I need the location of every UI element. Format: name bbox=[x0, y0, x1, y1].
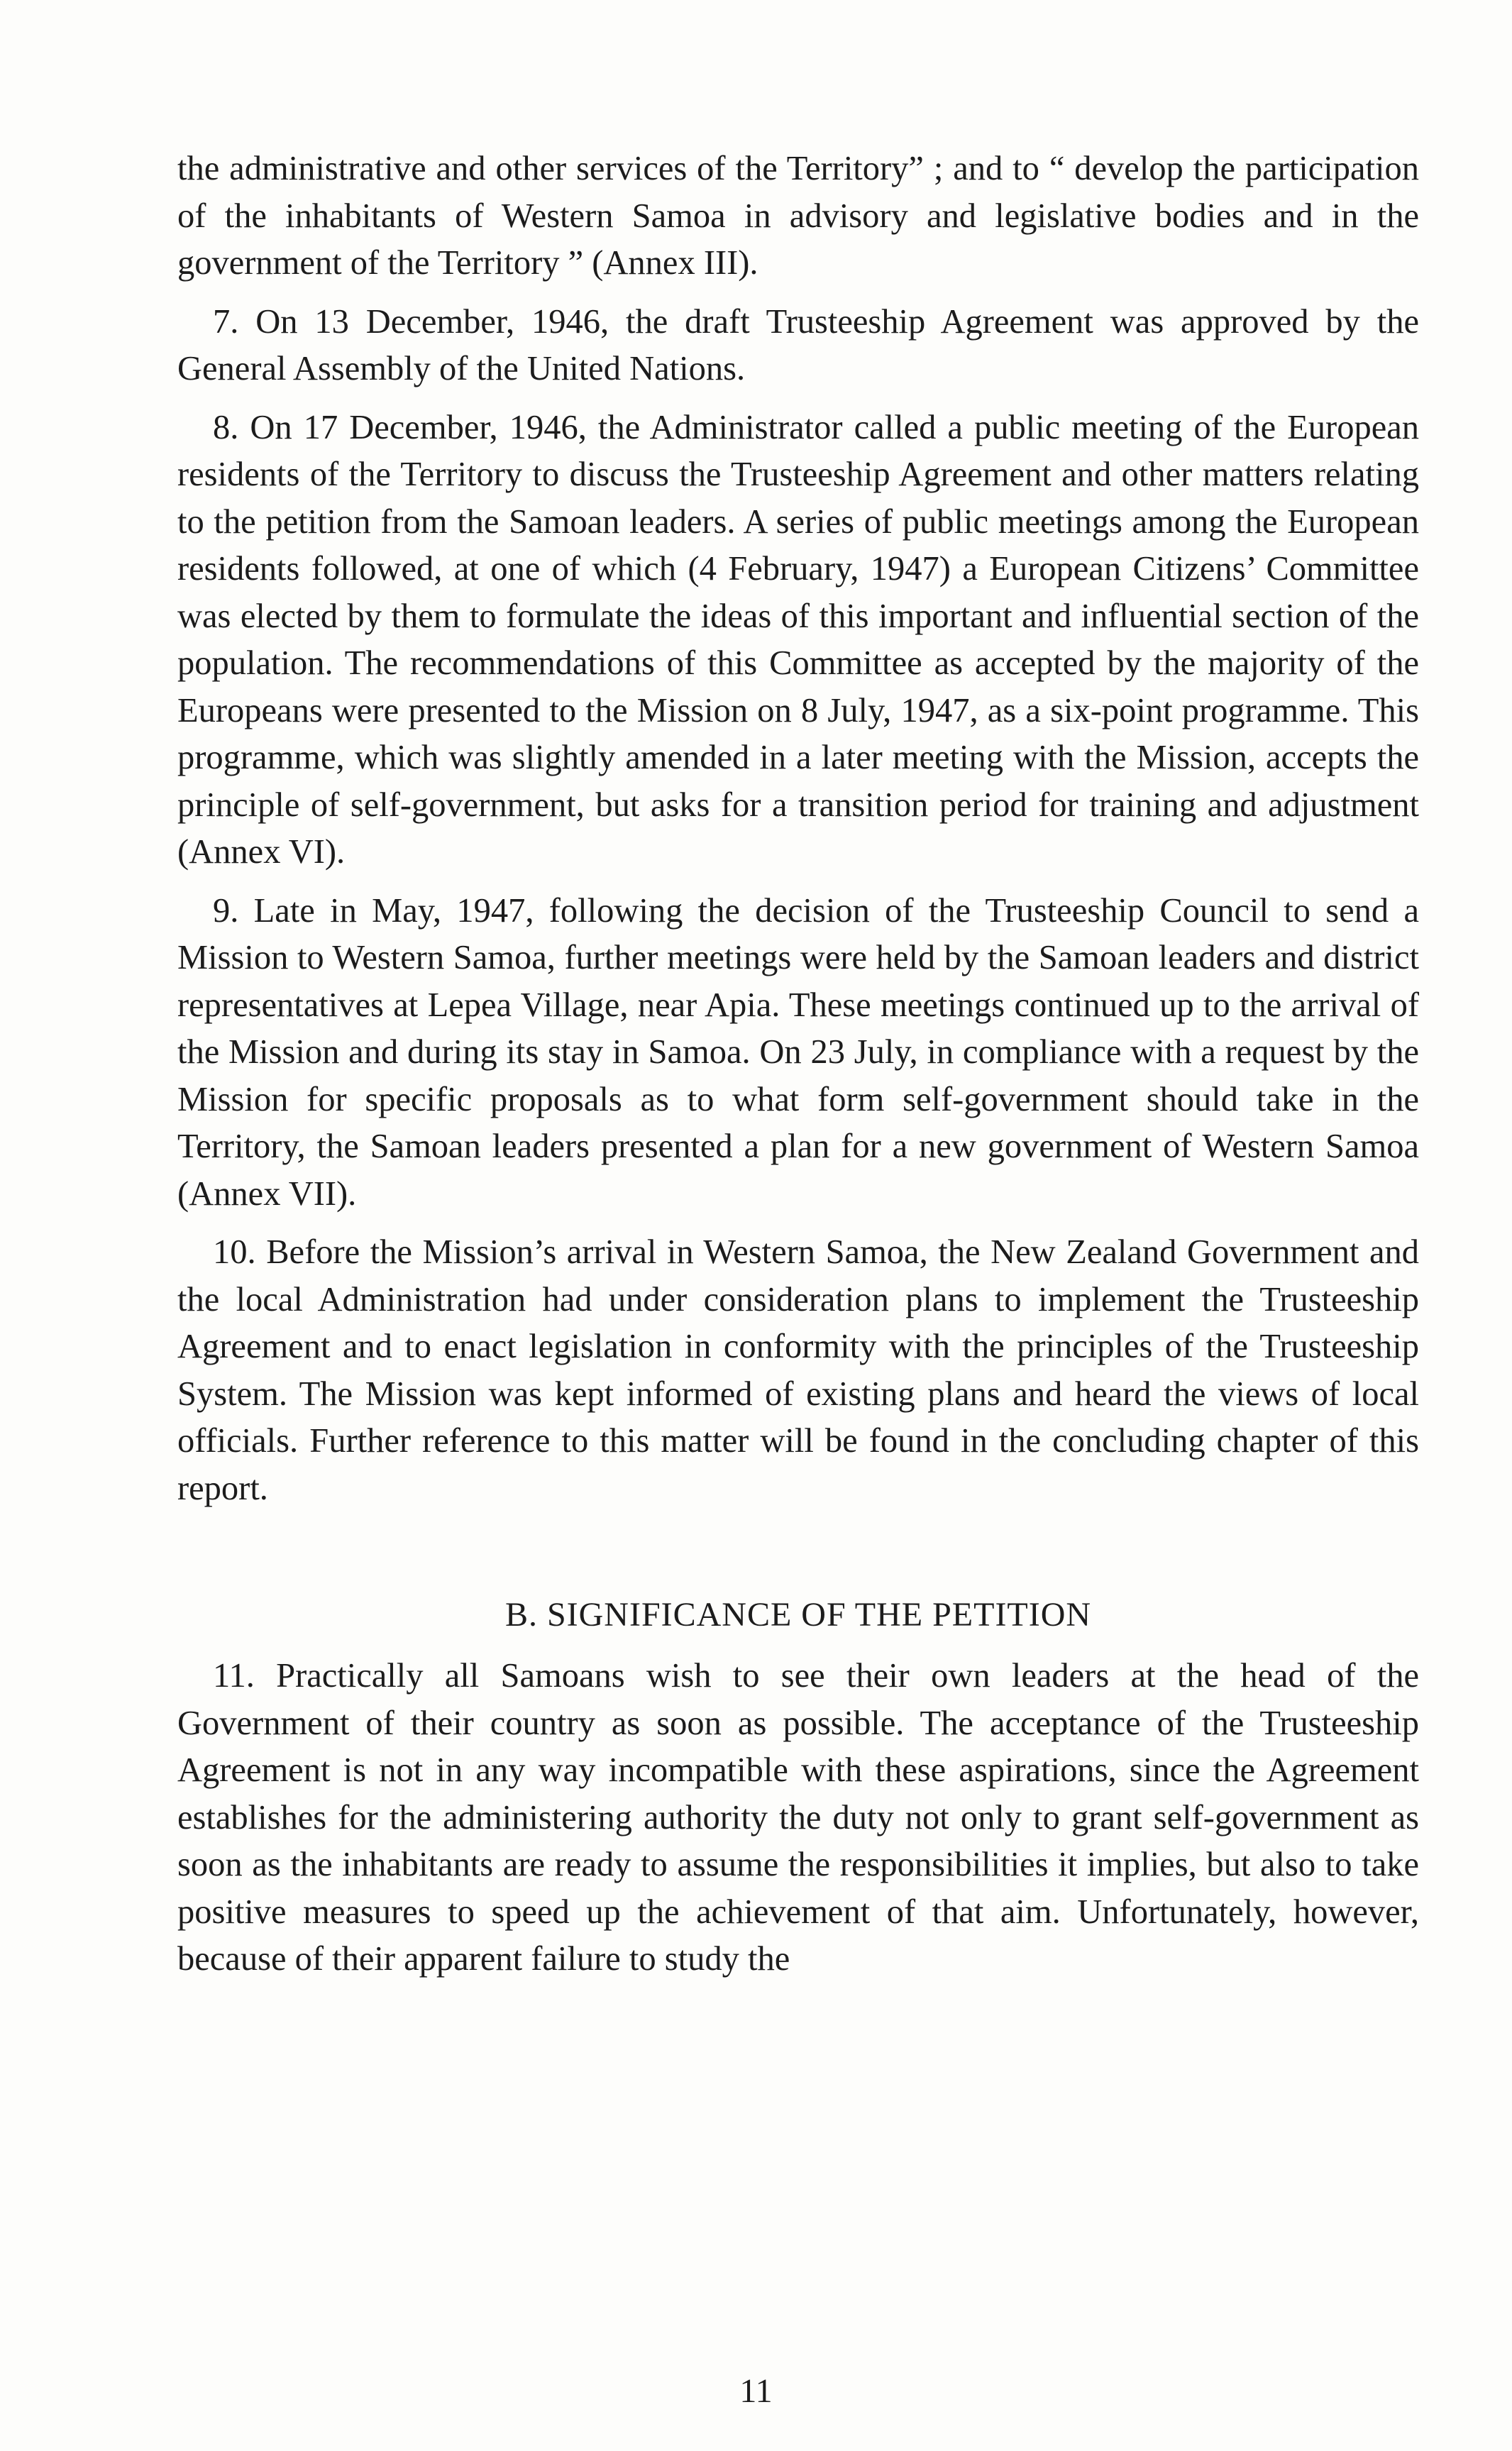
paragraph: the administrative and other services of the Territory” ; and to “ develop the participation of the inhabitants of Western Samoa in advisory and legislative bodies and in the government of the Territory ” (Annex III). bbox=[177, 150, 1419, 282]
paragraph: 10. Before the Mission’s arrival in Western Samoa, the New Zealand Government and the local Administration had under consideration plans to implement the Trusteeship Agreement and to enact legislation in conformity with the principles of the Trusteeship System. The Mission was kept informed of existing plans and heard the views of local officials. Further reference to this matter will be found in the concluding chapter of this report. bbox=[177, 1233, 1419, 1507]
paragraphs-before-heading bbox=[177, 145, 1419, 1512]
paragraph: 11. Practically all Samoans wish to see their own leaders at the head of the Government of their country as soon as possible. The acceptance of the Trusteeship Agreement is not in any way incompatible with these aspirations, since the Agreement establishes for the administering authority the duty not only to grant self-government as soon as the inhabitants are ready to assume the responsibilities it implies, but also to take positive measures to speed up the achievement of that aim. Unfortunately, however, because of their apparent failure to study the bbox=[177, 1657, 1419, 1978]
paragraph: 8. On 17 December, 1946, the Administrator called a public meeting of the European residents of the Territory to discuss the Trusteeship Agreement and other matters relating to the petition from the Samoan leaders. A series of public meetings among the European residents followed, at one of which (4 February, 1947) a European Citizens’ Committee was elected by them to formulate the ideas of this important and influential section of the population. The recommendations of this Committee as accepted by the majority of the Europeans were presented to the Mission on 8 July, 1947, as a six-point programme. This programme, which was slightly amended in a later meeting with the Mission, accepts the principle of self-government, but asks for a transition period for training and adjustment (Annex VI). bbox=[177, 408, 1419, 871]
paragraph: 7. On 13 December, 1946, the draft Trusteeship Agreement was approved by the General Assembly of the United Nations. bbox=[177, 302, 1419, 387]
paragraphs-after-heading bbox=[177, 1653, 1419, 1983]
section-heading: B. SIGNIFICANCE OF THE PETITION bbox=[504, 1596, 1092, 1634]
page-number: 11 bbox=[739, 2372, 773, 2410]
body-text bbox=[177, 145, 1419, 1995]
paragraph: 9. Late in May, 1947, following the decision of the Trusteeship Council to send a Mission to Western Samoa, further meetings were held by the Samoan leaders and district representatives at Lepea Village, near Apia. These meetings continued up to the arrival of the Mission and during its stay in Samoa. On 23 July, in compliance with a request by the Mission for specific proposals as to what form self-government should take in the Territory, the Samoan leaders presented a plan for a new government of Western Samoa (Annex VII). bbox=[177, 891, 1419, 1213]
